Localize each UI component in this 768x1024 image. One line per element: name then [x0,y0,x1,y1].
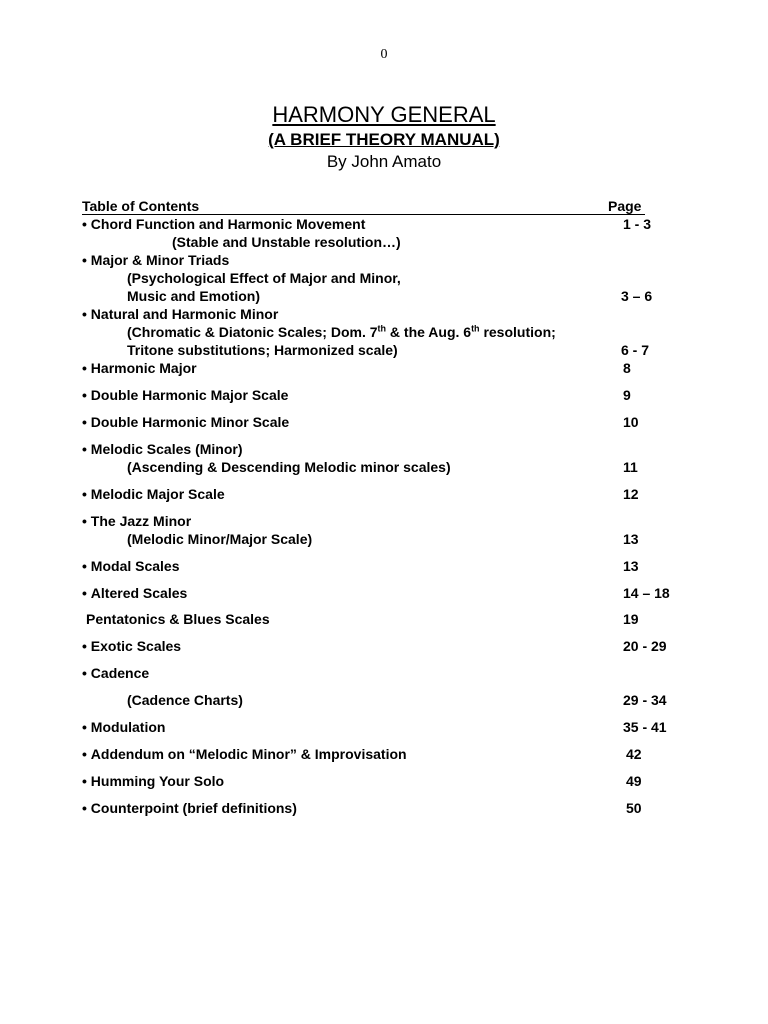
toc-subentry-text: (Melodic Minor/Major Scale) [127,531,313,547]
toc-entry-title: • Counterpoint (brief definitions) [82,799,297,817]
toc-entry-title: • Cadence [82,664,149,682]
toc-entry-page: 50 [626,800,642,816]
toc-subentry-text: Tritone substitutions; Harmonized scale) [127,342,398,358]
toc-entry-page: 3 – 6 [621,288,653,304]
toc-entry-title: • Melodic Major Scale [82,485,225,503]
toc-entry-title: • Harmonic Major [82,359,197,377]
toc-entry-page: 1 - 3 [623,216,652,232]
document-subtitle: (A BRIEF THEORY MANUAL) [268,130,500,149]
toc-entry-page: 11 [623,459,638,475]
toc-entry-page: 9 [623,387,631,403]
toc-subentry-text: (Chromatic & Diatonic Scales; Dom. 7th & the Aug. 6th resolution; [127,323,556,340]
title-block [0,102,768,172]
toc-entry-title: • Altered Scales [82,584,187,602]
toc-subentry-text: (Ascending & Descending Melodic minor scales) [127,459,451,475]
toc-entry-page: 14 – 18 [623,585,670,601]
toc-entry-page: 10 [623,414,639,430]
toc-entry-page: 29 - 34 [623,692,667,708]
toc-entry-title: • Chord Function and Harmonic Movement [82,215,365,233]
toc-header-page: Page [608,198,642,214]
document-title: HARMONY GENERAL [272,102,496,127]
toc-entry-title: • Modulation [82,718,165,736]
toc-entry-title: • Addendum on “Melodic Minor” & Improvisation [82,745,407,763]
toc-entry-page: 49 [626,773,642,789]
toc-subentry-text: Music and Emotion) [127,288,260,304]
toc-entry-title: • Major & Minor Triads [82,251,229,269]
toc-entry-title: Pentatonics & Blues Scales [86,611,270,627]
toc-entry-title: • The Jazz Minor [82,512,191,530]
table-of-contents [82,198,702,816]
document-author: By John Amato [326,152,442,171]
toc-entry-page: 13 [623,558,639,574]
toc-subentry-text: (Stable and Unstable resolution…) [172,234,401,250]
toc-entry-page: 6 - 7 [621,342,650,358]
toc-entry-page: 35 - 41 [623,719,667,735]
toc-entry-title: • Natural and Harmonic Minor [82,305,278,323]
toc-entry-page: 13 [623,531,639,547]
toc-entry-title: • Humming Your Solo [82,772,224,790]
toc-entry-title: • Modal Scales [82,557,180,575]
toc-header-title: Table of Contents [82,198,200,214]
toc-entry-page: 20 - 29 [623,638,667,654]
toc-entry-page: 19 [623,611,639,627]
toc-entry-page: 12 [623,486,639,502]
toc-entry-page: 8 [623,360,631,376]
toc-header [82,198,645,215]
toc-entry-title: • Double Harmonic Major Scale [82,386,288,404]
page-number: 0 [380,47,388,62]
toc-subentry-text: (Psychological Effect of Major and Minor, [127,270,401,286]
toc-entry-title: • Melodic Scales (Minor) [82,440,243,458]
toc-entry-page: 42 [626,746,642,762]
toc-entry-title: • Double Harmonic Minor Scale [82,413,289,431]
toc-entry-title: • Exotic Scales [82,637,181,655]
toc-subentry-text: (Cadence Charts) [127,692,243,708]
